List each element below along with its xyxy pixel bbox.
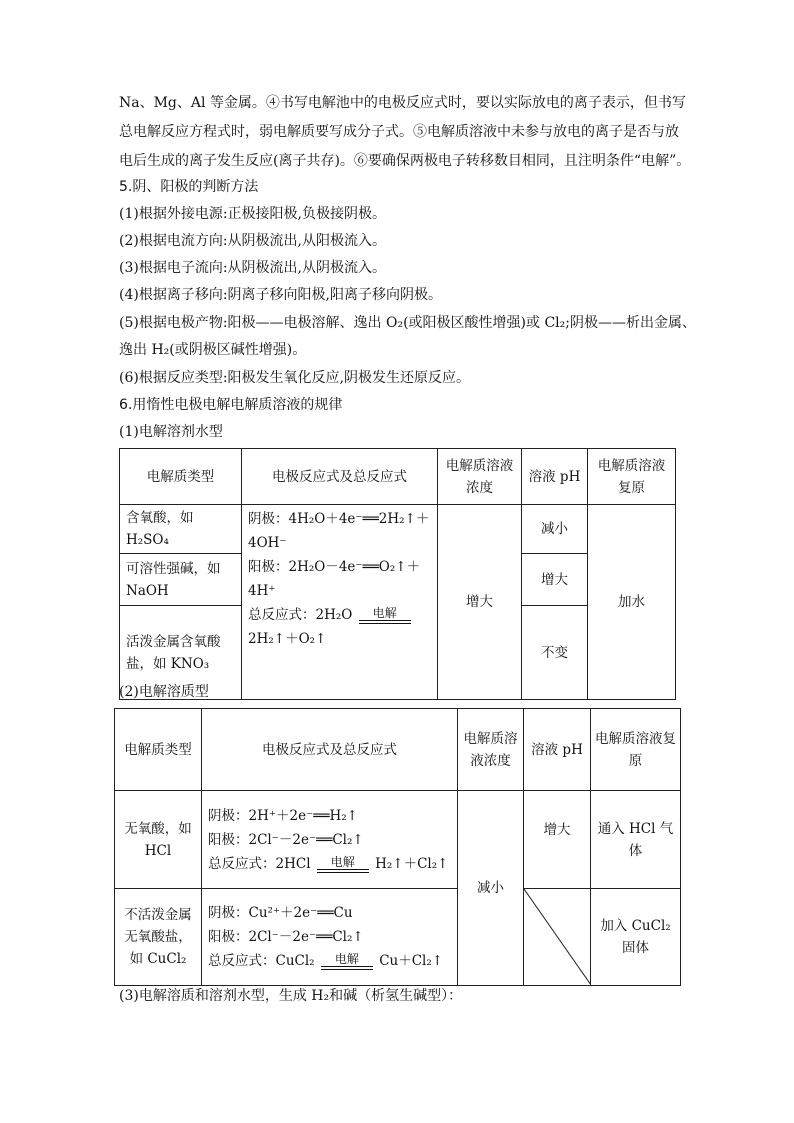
table2-concentration: 减小 xyxy=(458,791,524,986)
table2-eq-cathode-1: 阴极：2H⁺＋2e⁻══H₂↑ xyxy=(208,807,358,824)
table1-equations xyxy=(242,505,438,700)
table1-concentration: 增大 xyxy=(438,505,522,700)
section6-sub3: (3)电解溶质和溶剂水型，生成 H₂和碱（析氢生碱型）： xyxy=(119,988,463,1004)
table2-header-restore: 电解质溶液复原 xyxy=(591,709,681,791)
table1-eq-total-right: 2H₂↑＋O₂↑ xyxy=(248,631,327,647)
section5-item-5a: (5)根据电极产物:阳极——电极溶解、逸出 O₂(或阳极区酸性增强)或 Cl₂;阴极——析出金属、 xyxy=(119,315,696,331)
table2-restore-2: 加入 CuCl₂ 固体 xyxy=(591,889,681,986)
electrolysis-arrow xyxy=(315,856,371,873)
table-electrolysis-water xyxy=(119,448,676,700)
table2-header-row xyxy=(115,709,681,791)
table2-header-equations: 电极反应式及总反应式 xyxy=(202,709,458,791)
table2-equations-1 xyxy=(202,791,458,889)
table2-header-type: 电解质类型 xyxy=(115,709,202,791)
table2-ph-2-empty xyxy=(524,889,591,986)
electrolysis-condition: 电解 xyxy=(372,606,397,620)
table2-eq-cathode-2: 阴极：Cu²⁺＋2e⁻══Cu xyxy=(208,905,353,921)
table1-header-ph: 溶液 pH xyxy=(522,449,588,505)
table2-eq-anode-2: 阳极：2Cl⁻－2e⁻══Cl₂↑ xyxy=(208,929,364,945)
intro-line-1: Na、Mg、Al 等金属。④书写电解池中的电极反应式时，要以实际放电的离子表示，但书写 xyxy=(119,95,686,111)
table2-equations-2 xyxy=(202,889,458,986)
section5-title: 5.阴、阳极的判断方法 xyxy=(119,179,259,195)
table1-eq-cathode: 阴极：4H₂O＋4e⁻══2H₂↑＋4OH⁻ xyxy=(248,511,430,551)
table1-type-3: 活泼金属含氧酸盐，如 KNO₃ xyxy=(120,606,242,700)
table1-eq-total-left: 总反应式：2H₂O xyxy=(248,607,353,623)
table2-eq-total-right-2: Cu＋Cl₂↑ xyxy=(379,953,444,969)
table-row xyxy=(115,791,681,889)
table2-eq-total-1 xyxy=(208,852,453,876)
table2-header-concentration: 电解质溶液浓度 xyxy=(458,709,524,791)
table2-eq-anode-1: 阳极：2Cl⁻－2e⁻══Cl₂↑ xyxy=(208,831,364,848)
table2-eq-total-2 xyxy=(208,949,453,973)
table2-ph-1: 增大 xyxy=(524,791,591,889)
electrolysis-arrow xyxy=(319,953,375,970)
table1-type-1: 含氧酸，如 H₂SO₄ xyxy=(120,505,242,554)
intro-line-2: 总电解反应方程式时，弱电解质要写成分子式。⑤电解质溶液中未参与放电的离子是否与放 xyxy=(119,124,679,140)
table1-ph-2: 增大 xyxy=(522,554,588,606)
table2-eq-total-left-2: 总反应式：CuCl₂ xyxy=(208,953,315,969)
section5-item-3: (3)根据电子流向:从阴极流出,从阴极流入。 xyxy=(119,260,386,276)
table2-eq-total-right-1: H₂↑＋Cl₂↑ xyxy=(375,855,449,872)
section6-sub2: (2)电解溶质型 xyxy=(119,684,209,700)
electrolysis-condition: 电解 xyxy=(334,952,359,966)
section6-sub1: (1)电解溶剂水型 xyxy=(119,424,223,440)
diagonal-slash xyxy=(524,889,591,985)
table-row xyxy=(115,889,681,986)
electrolysis-arrow xyxy=(357,607,413,624)
table1-header-restore: 电解质溶液复原 xyxy=(588,449,676,505)
table2-type-1: 无氧酸，如 HCl xyxy=(115,791,202,889)
table1-header-concentration: 电解质溶液浓度 xyxy=(438,449,522,505)
table1-eq-total xyxy=(248,603,433,651)
table1-type-2: 可溶性强碱，如 NaOH xyxy=(120,554,242,606)
electrolysis-condition: 电解 xyxy=(330,854,355,869)
table2-type-2: 不活泼金属无氧酸盐，如 CuCl₂ xyxy=(115,889,202,986)
table2-header-ph: 溶液 pH xyxy=(524,709,591,791)
section5-item-5b: 逸出 H₂(或阴极区碱性增强)。 xyxy=(119,342,307,358)
table-row xyxy=(120,505,676,554)
table2-restore-1: 通入 HCl 气体 xyxy=(591,791,681,889)
section6-title: 6.用惰性电极电解电解质溶液的规律 xyxy=(119,397,343,413)
table1-header-equations: 电极反应式及总反应式 xyxy=(242,449,438,505)
table1-restore: 加水 xyxy=(588,505,676,700)
table1-eq-anode: 阳极：2H₂O－4e⁻══O₂↑＋4H⁺ xyxy=(248,559,421,599)
section5-item-6: (6)根据反应类型:阳极发生氧化反应,阴极发生还原反应。 xyxy=(119,370,470,386)
section5-item-4: (4)根据离子移向:阴离子移向阳极,阳离子移向阴极。 xyxy=(119,287,442,303)
section5-item-1: (1)根据外接电源:正极接阳极,负极接阴极。 xyxy=(119,206,386,222)
table2-eq-total-left-1: 总反应式：2HCl xyxy=(208,855,311,872)
table1-ph-3: 不变 xyxy=(522,606,588,700)
table1-header-row xyxy=(120,449,676,505)
table1-header-type: 电解质类型 xyxy=(120,449,242,505)
intro-line-3: 电后生成的离子发生反应(离子共存)。⑥要确保两极电子转移数目相同，且注明条件“电解”。 xyxy=(119,153,691,169)
table1-ph-1: 减小 xyxy=(522,505,588,554)
section5-item-2: (2)根据电流方向:从阴极流出,从阳极流入。 xyxy=(119,233,386,249)
table-electrolysis-solute xyxy=(114,708,681,986)
